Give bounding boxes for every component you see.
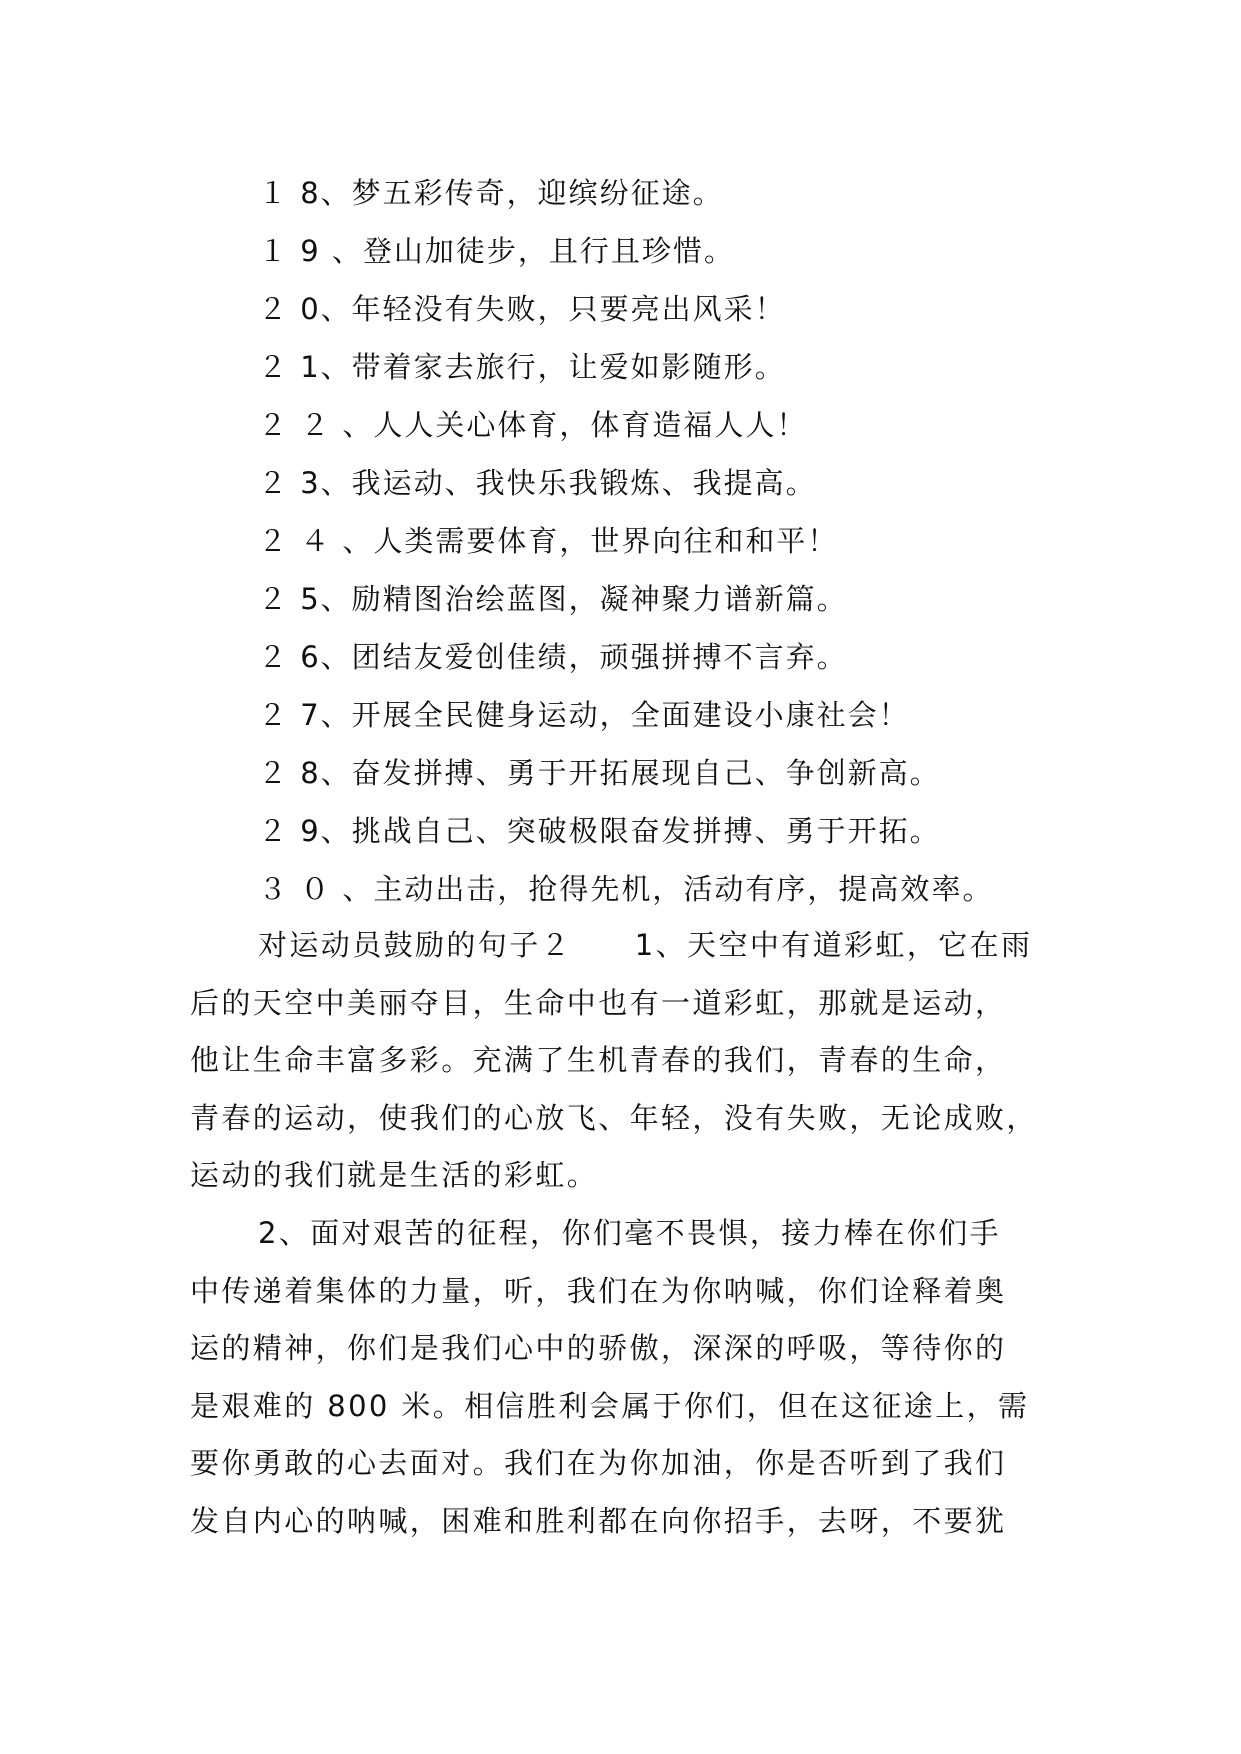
paragraph-line: 发自内心的呐喊，困难和胜利都在向你招手，去呀，不要犹	[190, 1503, 1007, 1538]
list-item: ２ 9、挑战自己、突破极限奋发拼搏、勇于开拓。	[258, 814, 941, 848]
list-item: ２ 1、带着家去旅行，让爱如影随形。	[258, 350, 786, 384]
paragraph-encouragement-2	[190, 1205, 1070, 1551]
list-item: １ 8、梦五彩传奇，迎缤纷征途。	[258, 176, 724, 210]
paragraph-line: 他让生命丰富多彩。充满了生机青春的我们，青春的生命，	[190, 1043, 1007, 1078]
list-item: ２ 6、团结友爱创佳绩，顽强拼搏不言弃。	[258, 640, 848, 674]
paragraph-line: 要你勇敢的心去面对。我们在为你加油，你是否听到了我们	[190, 1446, 1007, 1481]
list-item: ２ 5、励精图治绘蓝图，凝神聚力谱新篇。	[258, 582, 848, 616]
paragraph-encouragement-1	[190, 917, 1070, 1205]
paragraph-line: 后的天空中美丽夺目，生命中也有一道彩虹，那就是运动，	[190, 985, 1007, 1020]
list-item: ２ 8、奋发拼搏、勇于开拓展现自己、争创新高。	[258, 756, 941, 790]
list-item: ２ ４ 、人类需要体育，世界向往和和平！	[258, 524, 839, 558]
paragraph-line: 2、面对艰苦的征程，你们毫不畏惧，接力棒在你们手	[258, 1216, 1002, 1250]
paragraph-line: 运的精神，你们是我们心中的骄傲，深深的呼吸，等待你的	[190, 1331, 1007, 1366]
paragraph-line: 运动的我们就是生活的彩虹。	[190, 1158, 599, 1193]
list-item: ２ 0、年轻没有失败，只要亮出风采！	[258, 292, 786, 326]
paragraph-line: 是艰难的 800 米。相信胜利会属于你们，但在这征途上，需	[190, 1388, 1030, 1423]
list-item: ３ ０ 、主动出击，抢得先机，活动有序，提高效率。	[258, 872, 994, 906]
paragraph-line: 中传递着集体的力量，听，我们在为你呐喊，你们诠释着奥	[190, 1273, 1007, 1308]
list-item: ２ 7、开展全民健身运动，全面建设小康社会！	[258, 698, 910, 732]
list-item: ２ ２ 、人人关心体育，体育造福人人！	[258, 408, 808, 442]
paragraph-line: 青春的运动，使我们的心放飞、年轻，没有失败，无论成败，	[190, 1100, 1038, 1135]
paragraph-line: 对运动员鼓励的句子２ 1、天空中有道彩虹，它在雨	[258, 928, 1033, 962]
list-item: ２ 3、我运动、我快乐我锻炼、我提高。	[258, 466, 817, 500]
slogan-list	[258, 164, 1078, 918]
list-item: １ 9 、登山加徒步，且行且珍惜。	[258, 234, 735, 268]
